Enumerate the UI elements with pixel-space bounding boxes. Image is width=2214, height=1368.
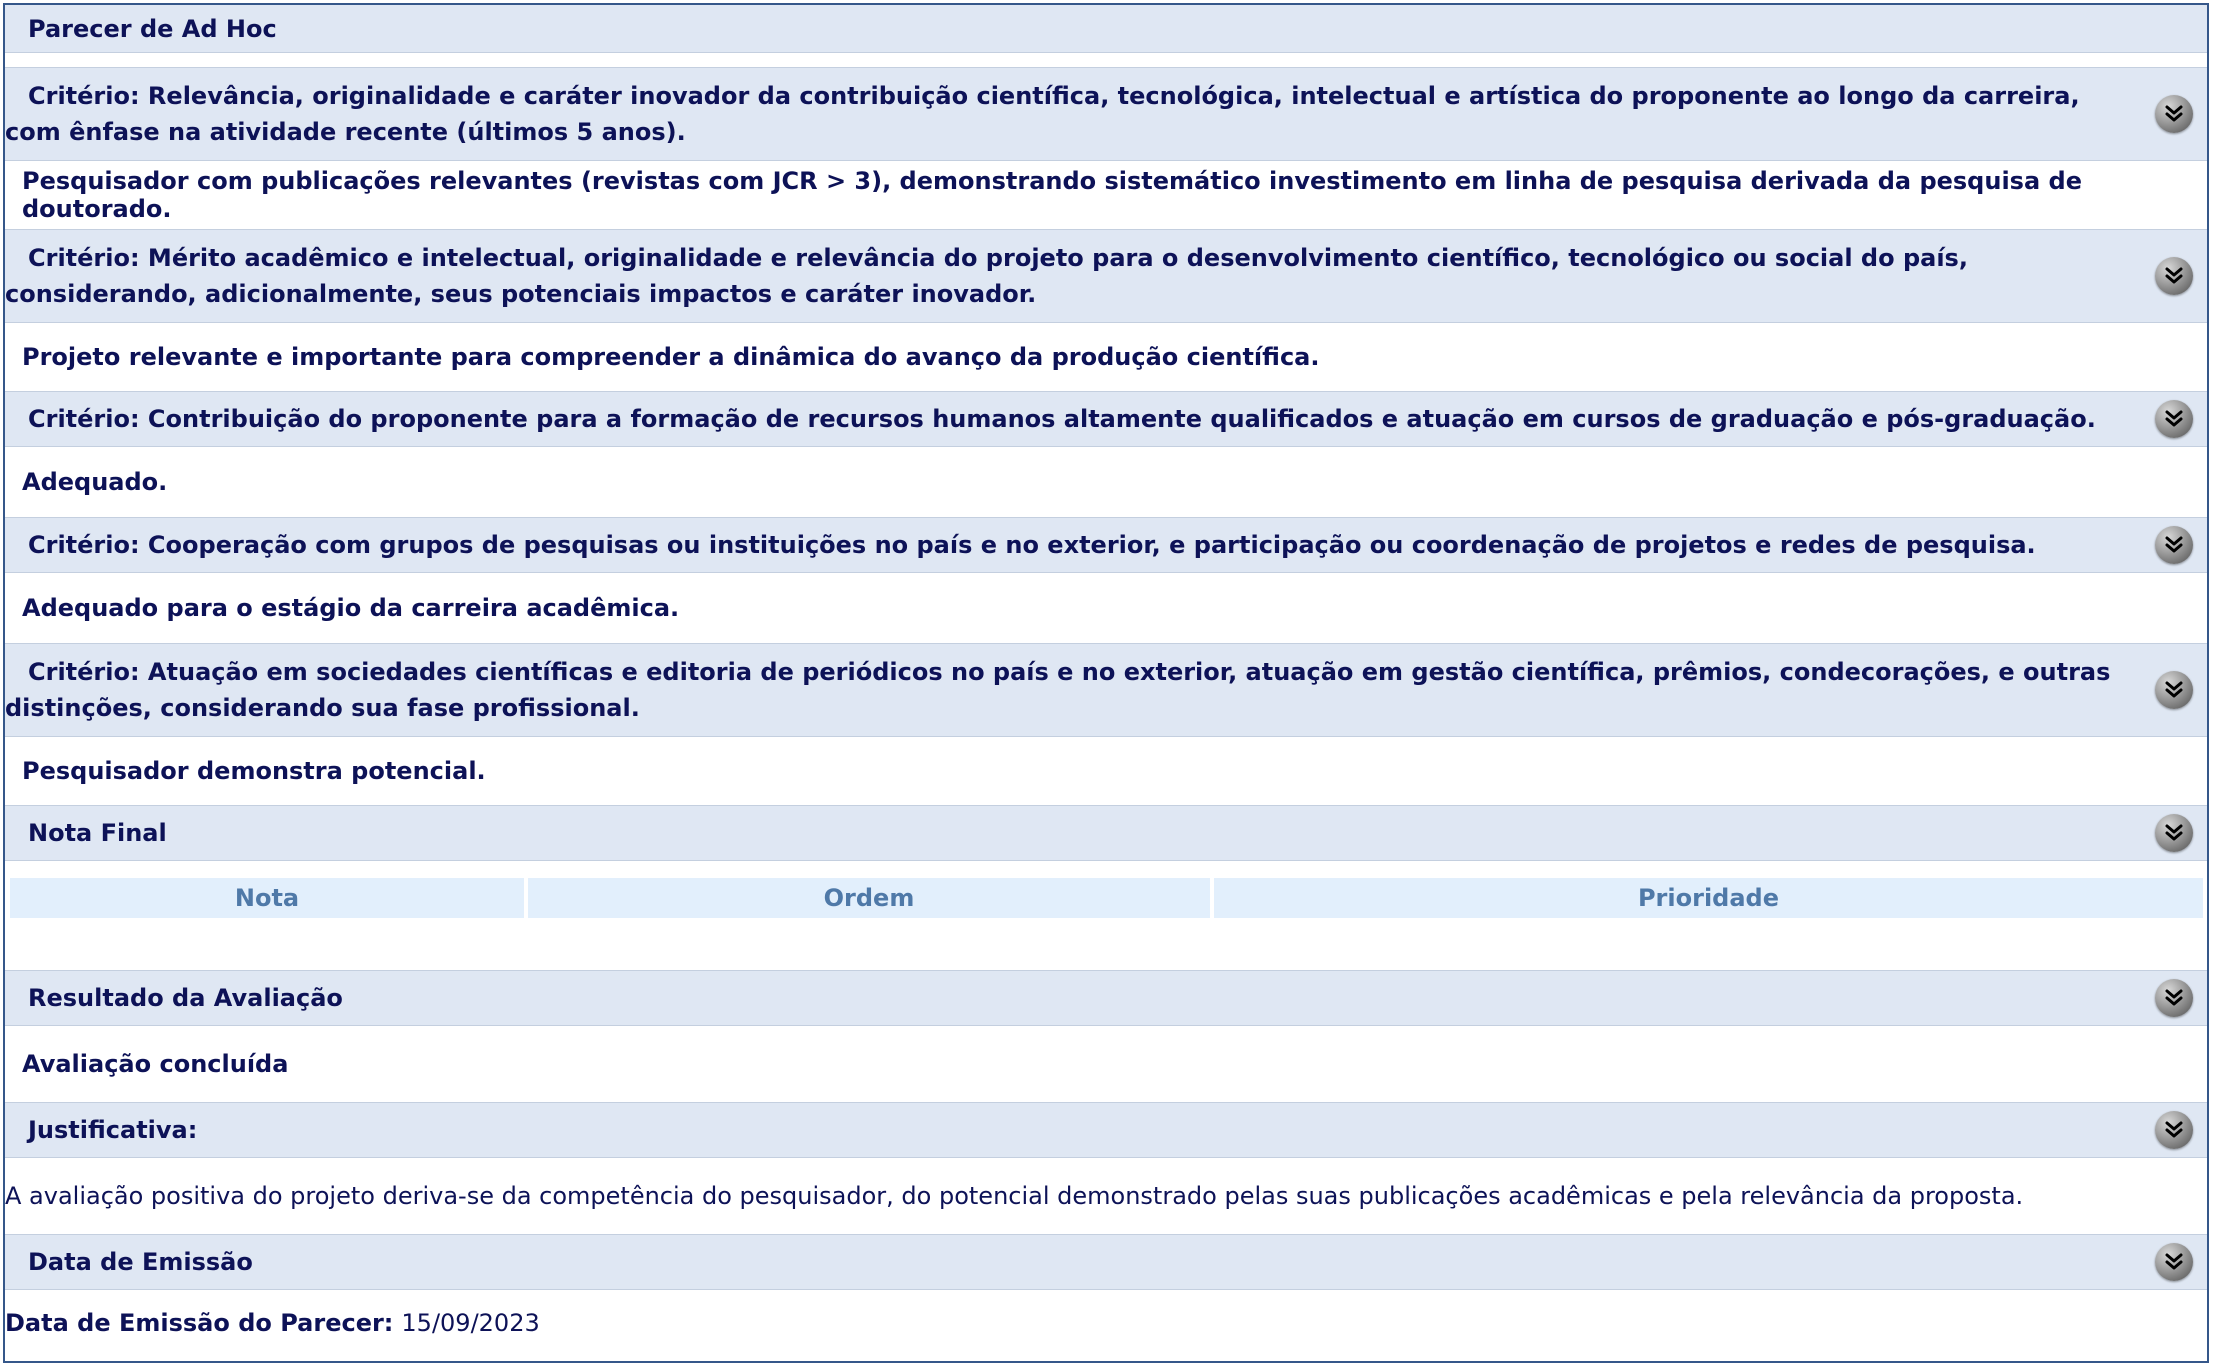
- chevron-double-down-icon[interactable]: [2155, 671, 2193, 709]
- nota-final-label: Nota Final: [28, 819, 167, 847]
- resultado-label: Resultado da Avaliação: [28, 984, 343, 1012]
- criterion-label-3: Critério: Contribuição do proponente para a formação de recursos humanos altamente qualificados e atuação em cursos de graduação e pós-graduação.: [28, 405, 2096, 433]
- chevron-double-down-icon[interactable]: [2155, 257, 2193, 295]
- criterion-answer-3: Adequado.: [22, 468, 168, 496]
- criterion-label-1: Critério: Relevância, originalidade e caráter inovador da contribuição científica, tecnológica, intelectual e artística do proponente ao longo da carreira, com ênfase na atividade recente (últimos 5 anos).: [5, 82, 2080, 146]
- chevron-double-down-icon[interactable]: [2155, 979, 2193, 1017]
- chevron-double-down-icon[interactable]: [2155, 400, 2193, 438]
- panel-title-text: Parecer de Ad Hoc: [28, 14, 277, 43]
- criterion-answer-4: Adequado para o estágio da carreira acadêmica.: [22, 594, 680, 622]
- criterion-label-5: Critério: Atuação em sociedades científicas e editoria de periódicos no país e no exterior, atuação em gestão científica, prêmios, condecorações, e outras distinções, considerando sua fase profissional.: [5, 658, 2111, 722]
- parecer-panel: [3, 3, 2209, 1363]
- resultado-header: [5, 970, 2207, 1026]
- emissao-header: [5, 1234, 2207, 1290]
- nota-final-header: [5, 805, 2207, 861]
- column-header-nota: Nota: [10, 878, 524, 918]
- criterion-answer-5: Pesquisador demonstra potencial.: [22, 757, 486, 785]
- justificativa-text: A avaliação positiva do projeto deriva-se da competência do pesquisador, do potencial demonstrado pelas suas publicações acadêmicas e pela relevância da proposta.: [5, 1182, 2024, 1210]
- chevron-double-down-icon[interactable]: [2155, 526, 2193, 564]
- criterion-answer-2: Projeto relevante e importante para compreender a dinâmica do avanço da produção científica.: [22, 343, 1320, 371]
- emissao-row: [5, 1290, 2207, 1356]
- chevron-double-down-icon[interactable]: [2155, 95, 2193, 133]
- panel-title: [5, 5, 2207, 53]
- chevron-double-down-icon[interactable]: [2155, 814, 2193, 852]
- justificativa-header: [5, 1102, 2207, 1158]
- criterion-header-5: [5, 643, 2207, 737]
- nota-final-table: [5, 878, 2207, 970]
- emissao-label: Data de Emissão: [28, 1248, 253, 1276]
- justificativa-label: Justificativa:: [28, 1116, 198, 1144]
- emissao-field-label: Data de Emissão do Parecer:: [5, 1309, 394, 1337]
- criterion-header-4: [5, 517, 2207, 573]
- column-header-prioridade: Prioridade: [1214, 878, 2203, 918]
- criterion-header-3: [5, 391, 2207, 447]
- chevron-double-down-icon[interactable]: [2155, 1111, 2193, 1149]
- criterion-header-1: [5, 67, 2207, 161]
- criterion-answer-1: Pesquisador com publicações relevantes (revistas com JCR > 3), demonstrando sistemático investimento em linha de pesquisa derivada da pesquisa de doutorado.: [22, 167, 2082, 223]
- chevron-double-down-icon[interactable]: [2155, 1243, 2193, 1281]
- criterion-header-2: [5, 229, 2207, 323]
- criterion-label-4: Critério: Cooperação com grupos de pesquisas ou instituições no país e no exterior, e participação ou coordenação de projetos e redes de pesquisa.: [28, 531, 2036, 559]
- emissao-date: 15/09/2023: [401, 1309, 540, 1337]
- resultado-value: Avaliação concluída: [22, 1050, 289, 1078]
- criterion-label-2: Critério: Mérito acadêmico e intelectual, originalidade e relevância do projeto para o desenvolvimento científico, tecnológico ou social do país, considerando, adicionalmente, seus potenciais impactos e caráter inovador.: [5, 244, 1968, 308]
- column-header-ordem: Ordem: [528, 878, 1210, 918]
